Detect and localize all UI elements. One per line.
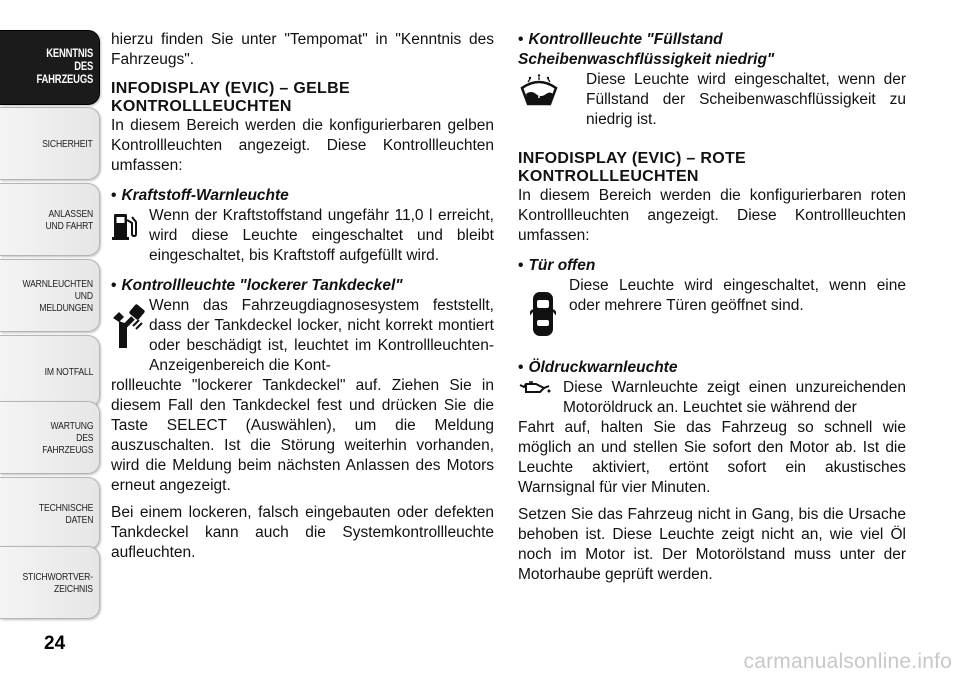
oil-pressure-paragraph-2: Setzen Sie das Fahrzeug nicht in Gang, bis die Ursache behoben ist. Diese Leuchte zeigt nicht an, wie viel Öl noch im Motor ist. Der Motorölstand muss unter der Motorhaube geprüft werden. bbox=[518, 506, 906, 583]
bullet-washer-fluid: • Kontrollleuchte "Füllstand Scheibenwaschflüssigkeit niedrig" bbox=[518, 31, 775, 68]
door-open-text: Diese Leuchte wird eingeschaltet, wenn eine oder mehrere Türen geöffnet sind. bbox=[569, 277, 906, 314]
washer-fluid-item bbox=[518, 70, 906, 130]
tab-label: IM NOTFALL bbox=[44, 365, 93, 378]
bullet-title: Kontrollleuchte "lockerer Tankdeckel" bbox=[121, 277, 403, 294]
door-open-icon bbox=[530, 290, 556, 343]
bullet-title: Kraftstoff-Warnleuchte bbox=[121, 187, 289, 204]
watermark: carmanualsonline.info bbox=[743, 650, 952, 673]
tab-anlassen-und-fahrt[interactable] bbox=[0, 183, 100, 256]
bullet-loose-cap: • Kontrollleuchte "lockerer Tankdeckel" bbox=[111, 277, 403, 294]
left-column bbox=[111, 30, 494, 570]
fuel-warning-item bbox=[111, 206, 494, 266]
loose-cap-text: Wenn das Fahrzeugdiagnosesystem feststellt, dass der Tankdeckel locker, nicht korrekt montiert oder beschädigt ist, leuchtet im Kontrollleuchten-Anzeigenbereich die Kont- bbox=[149, 297, 494, 374]
tab-technische-daten[interactable] bbox=[0, 477, 100, 550]
oil-pressure-icon bbox=[518, 381, 552, 400]
tab-im-notfall[interactable] bbox=[0, 335, 100, 408]
loose-fuel-cap-icon bbox=[111, 304, 145, 359]
tab-label: TECHNISCHE DATEN bbox=[38, 501, 93, 526]
tab-sicherheit[interactable] bbox=[0, 107, 100, 180]
tab-label: STICHWORTVER- ZEICHNIS bbox=[22, 570, 93, 595]
tab-label: WARTUNG DES FAHRZEUGS bbox=[41, 419, 93, 456]
page-number: 24 bbox=[44, 633, 66, 654]
section-heading-yellow: INFODISPLAY (EVIC) – GELBE KONTROLLLEUCHTEN bbox=[111, 80, 350, 115]
tab-warnleuchten-und-meldungen[interactable] bbox=[0, 259, 100, 332]
section-heading-red: INFODISPLAY (EVIC) – ROTE KONTROLLLEUCHTEN bbox=[518, 150, 746, 185]
tab-label: ANLASSEN UND FAHRT bbox=[45, 207, 93, 232]
oil-pressure-text-continued: Fahrt auf, halten Sie das Fahrzeug so schnell wie möglich an und stellen Sie sofort den Motor ab. Ist die Leuchte aktiviert, ertönt sofort ein akustisches Warnsignal für vier Minuten. bbox=[518, 419, 906, 496]
right-column bbox=[518, 30, 906, 592]
bullet-title: Tür offen bbox=[528, 257, 596, 274]
bullet-fuel-warning: • Kraftstoff-Warnleuchte bbox=[111, 187, 289, 204]
loose-cap-item bbox=[111, 296, 494, 376]
oil-pressure-text: Diese Warnleuchte zeigt einen unzureichenden Motoröldruck an. Leuchtet sie während der bbox=[563, 379, 906, 416]
bullet-title: Öldruckwarnleuchte bbox=[528, 359, 678, 376]
door-open-item bbox=[518, 276, 906, 348]
chapter-tabs bbox=[0, 0, 104, 640]
tab-label: WARNLEUCHTEN UND MELDUNGEN bbox=[22, 277, 93, 314]
fuel-pump-icon bbox=[111, 208, 139, 247]
tab-stichwortverzeichnis[interactable] bbox=[0, 546, 100, 619]
loose-cap-text-continued: rollleuchte "lockerer Tankdeckel" auf. Ziehen Sie in diesem Fall den Tankdeckel fest und drücken Sie die Taste SELECT (Auswählen), um die Meldung auszuschalten. Ist die Störung weiterhin vorhanden, wird die Meldung beim nächsten Anlassen des Motors erneut angezeigt. bbox=[111, 377, 494, 494]
tab-label: SICHERHEIT bbox=[42, 137, 93, 150]
intro-text: hierzu finden Sie unter "Tempomat" in "Kenntnis des Fahrzeugs". bbox=[111, 31, 494, 68]
section-text-red: In diesem Bereich werden die konfigurierbaren roten Kontrollleuchten angezeigt. Diese Kontrollleuchten umfassen: bbox=[518, 187, 906, 244]
bullet-title: Kontrollleuchte "Füllstand Scheibenwaschflüssigkeit niedrig" bbox=[518, 31, 775, 68]
bullet-oil-pressure: • Öldruckwarnleuchte bbox=[518, 359, 678, 376]
fuel-warning-text: Wenn der Kraftstoffstand ungefähr 11,0 l erreicht, wird diese Leuchte eingeschaltet und bleibt eingeschaltet, bis Kraftstoff aufgefüllt wird. bbox=[149, 207, 494, 264]
tab-wartung-des-fahrzeugs[interactable] bbox=[0, 401, 100, 474]
section-text-yellow: In diesem Bereich werden die konfigurierbaren gelben Kontrollleuchten angezeigt. Diese Kontrollleuchten umfassen: bbox=[111, 117, 494, 174]
washer-fluid-text: Diese Leuchte wird eingeschaltet, wenn der Füllstand der Scheibenwaschflüssigkeit zu niedrig ist. bbox=[586, 71, 906, 128]
tab-label: KENNTNIS DES FAHRZEUGS bbox=[36, 48, 93, 86]
oil-pressure-item bbox=[518, 378, 906, 418]
tab-kenntnis-des-fahrzeugs[interactable] bbox=[0, 30, 100, 105]
loose-cap-paragraph-2: Bei einem lockeren, falsch eingebauten oder defekten Tankdeckel kann auch die Systemkontrollleuchte aufleuchten. bbox=[111, 504, 494, 561]
washer-fluid-icon bbox=[518, 74, 560, 113]
bullet-door-open: • Tür offen bbox=[518, 257, 596, 274]
